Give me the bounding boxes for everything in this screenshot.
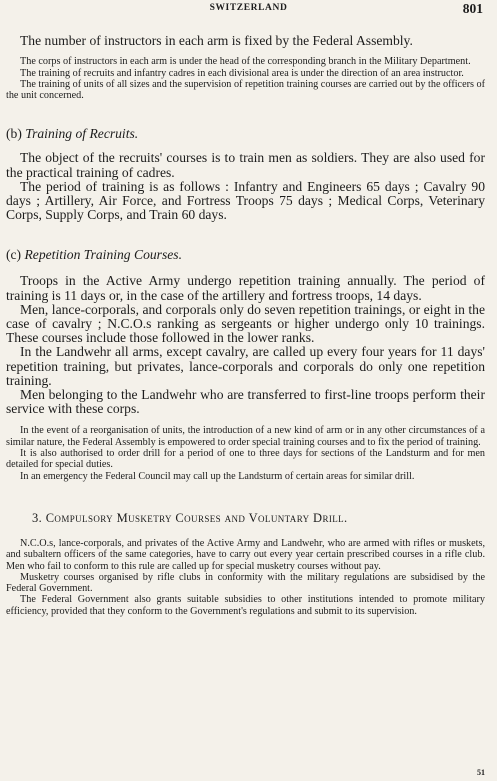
paragraph: In the event of a reorganisation of units, the introduction of a new kind of arm or in any other circumstances of a similar nature, the Federal Assembly is empowered to order special training courses and to fix the period of training. [6, 425, 485, 448]
paragraph: The corps of instructors in each arm is under the head of the corresponding branch in the Military Department. [20, 56, 471, 68]
subsection-title: Repetition Training Courses. [24, 247, 182, 263]
subsection-label: (b) [6, 126, 22, 142]
subsection-heading [6, 247, 485, 262]
paragraph: N.C.O.s, lance-corporals, and privates of the Active Army and Landwehr, who are armed with rifles or muskets, and subaltern officers of the same categories, have to carry out every year certain prescribed courses in a rifle club. Men who fail to conform to this rule are called up for special musketry courses without pay. [6, 537, 485, 572]
paragraph: The Federal Government also grants suitable subsidies to other institutions intended to promote military efficiency, provided that they conform to the Government's regulations and submit to its supervision. [6, 594, 485, 617]
paragraph: The object of the recruits' courses is to train men as soldiers. They are also used for the practical training of cadres. [6, 150, 485, 180]
paragraph: Troops in the Active Army undergo repetition training annually. The period of training is 11 days or, in the case of the artillery and fortress troops, 14 days. [6, 273, 485, 303]
section-heading: 3. Compulsory Musketry Courses and Voluntary Drill. [32, 510, 348, 525]
paragraph: Musketry courses organised by rifle clubs in conformity with the military regulations are subsidised by the Federal Government. [6, 571, 485, 595]
body-text [6, 34, 485, 617]
paragraph: Men, lance-corporals, and corporals only do seven repetition trainings, or eight in the case of cavalry ; N.C.O.s ranking as sergeants or higher undergo only 10 trainings. These courses include those followed in the lower ranks. [6, 301, 485, 346]
subsection-title: Training of Recruits. [25, 126, 139, 142]
paragraph: It is also authorised to order drill for a period of one to three days for sections of the Landsturm and for men detailed for special duties. [6, 448, 485, 471]
paragraph: In the Landwehr all arms, except cavalry, are called up every four years for 11 days' repetition training, but privates, lance-corporals and corporals do only one repetition training. [6, 344, 485, 388]
running-title: SWITZERLAND [209, 3, 288, 13]
page-number: 801 [462, 1, 483, 16]
running-head [0, 3, 497, 17]
subsection-heading [6, 126, 485, 141]
paragraph: Men belonging to the Landwehr who are transferred to first-line troops perform their service with these corps. [6, 387, 485, 417]
paragraph: In an emergency the Federal Council may call up the Landsturm of certain areas for similar drill. [20, 470, 415, 482]
subsection-label: (c) [6, 247, 22, 263]
paragraph: The period of training is as follows : Infantry and Engineers 65 days ; Cavalry 90 days ; Artillery, Air Force, and Fortress Troops 75 days ; Medical Corps, Veterinary Corps, Supply Corps, and Train 60 days. [6, 178, 485, 223]
paragraph: The training of recruits and infantry cadres in each divisional area is under the direction of an area instructor. [20, 67, 464, 79]
paragraph: The training of units of all sizes and the supervision of repetition training courses are carried out by the officers of the unit concerned. [6, 78, 485, 102]
paragraph: The number of instructors in each arm is fixed by the Federal Assembly. [20, 33, 413, 48]
signature-mark: 51 [477, 768, 485, 777]
